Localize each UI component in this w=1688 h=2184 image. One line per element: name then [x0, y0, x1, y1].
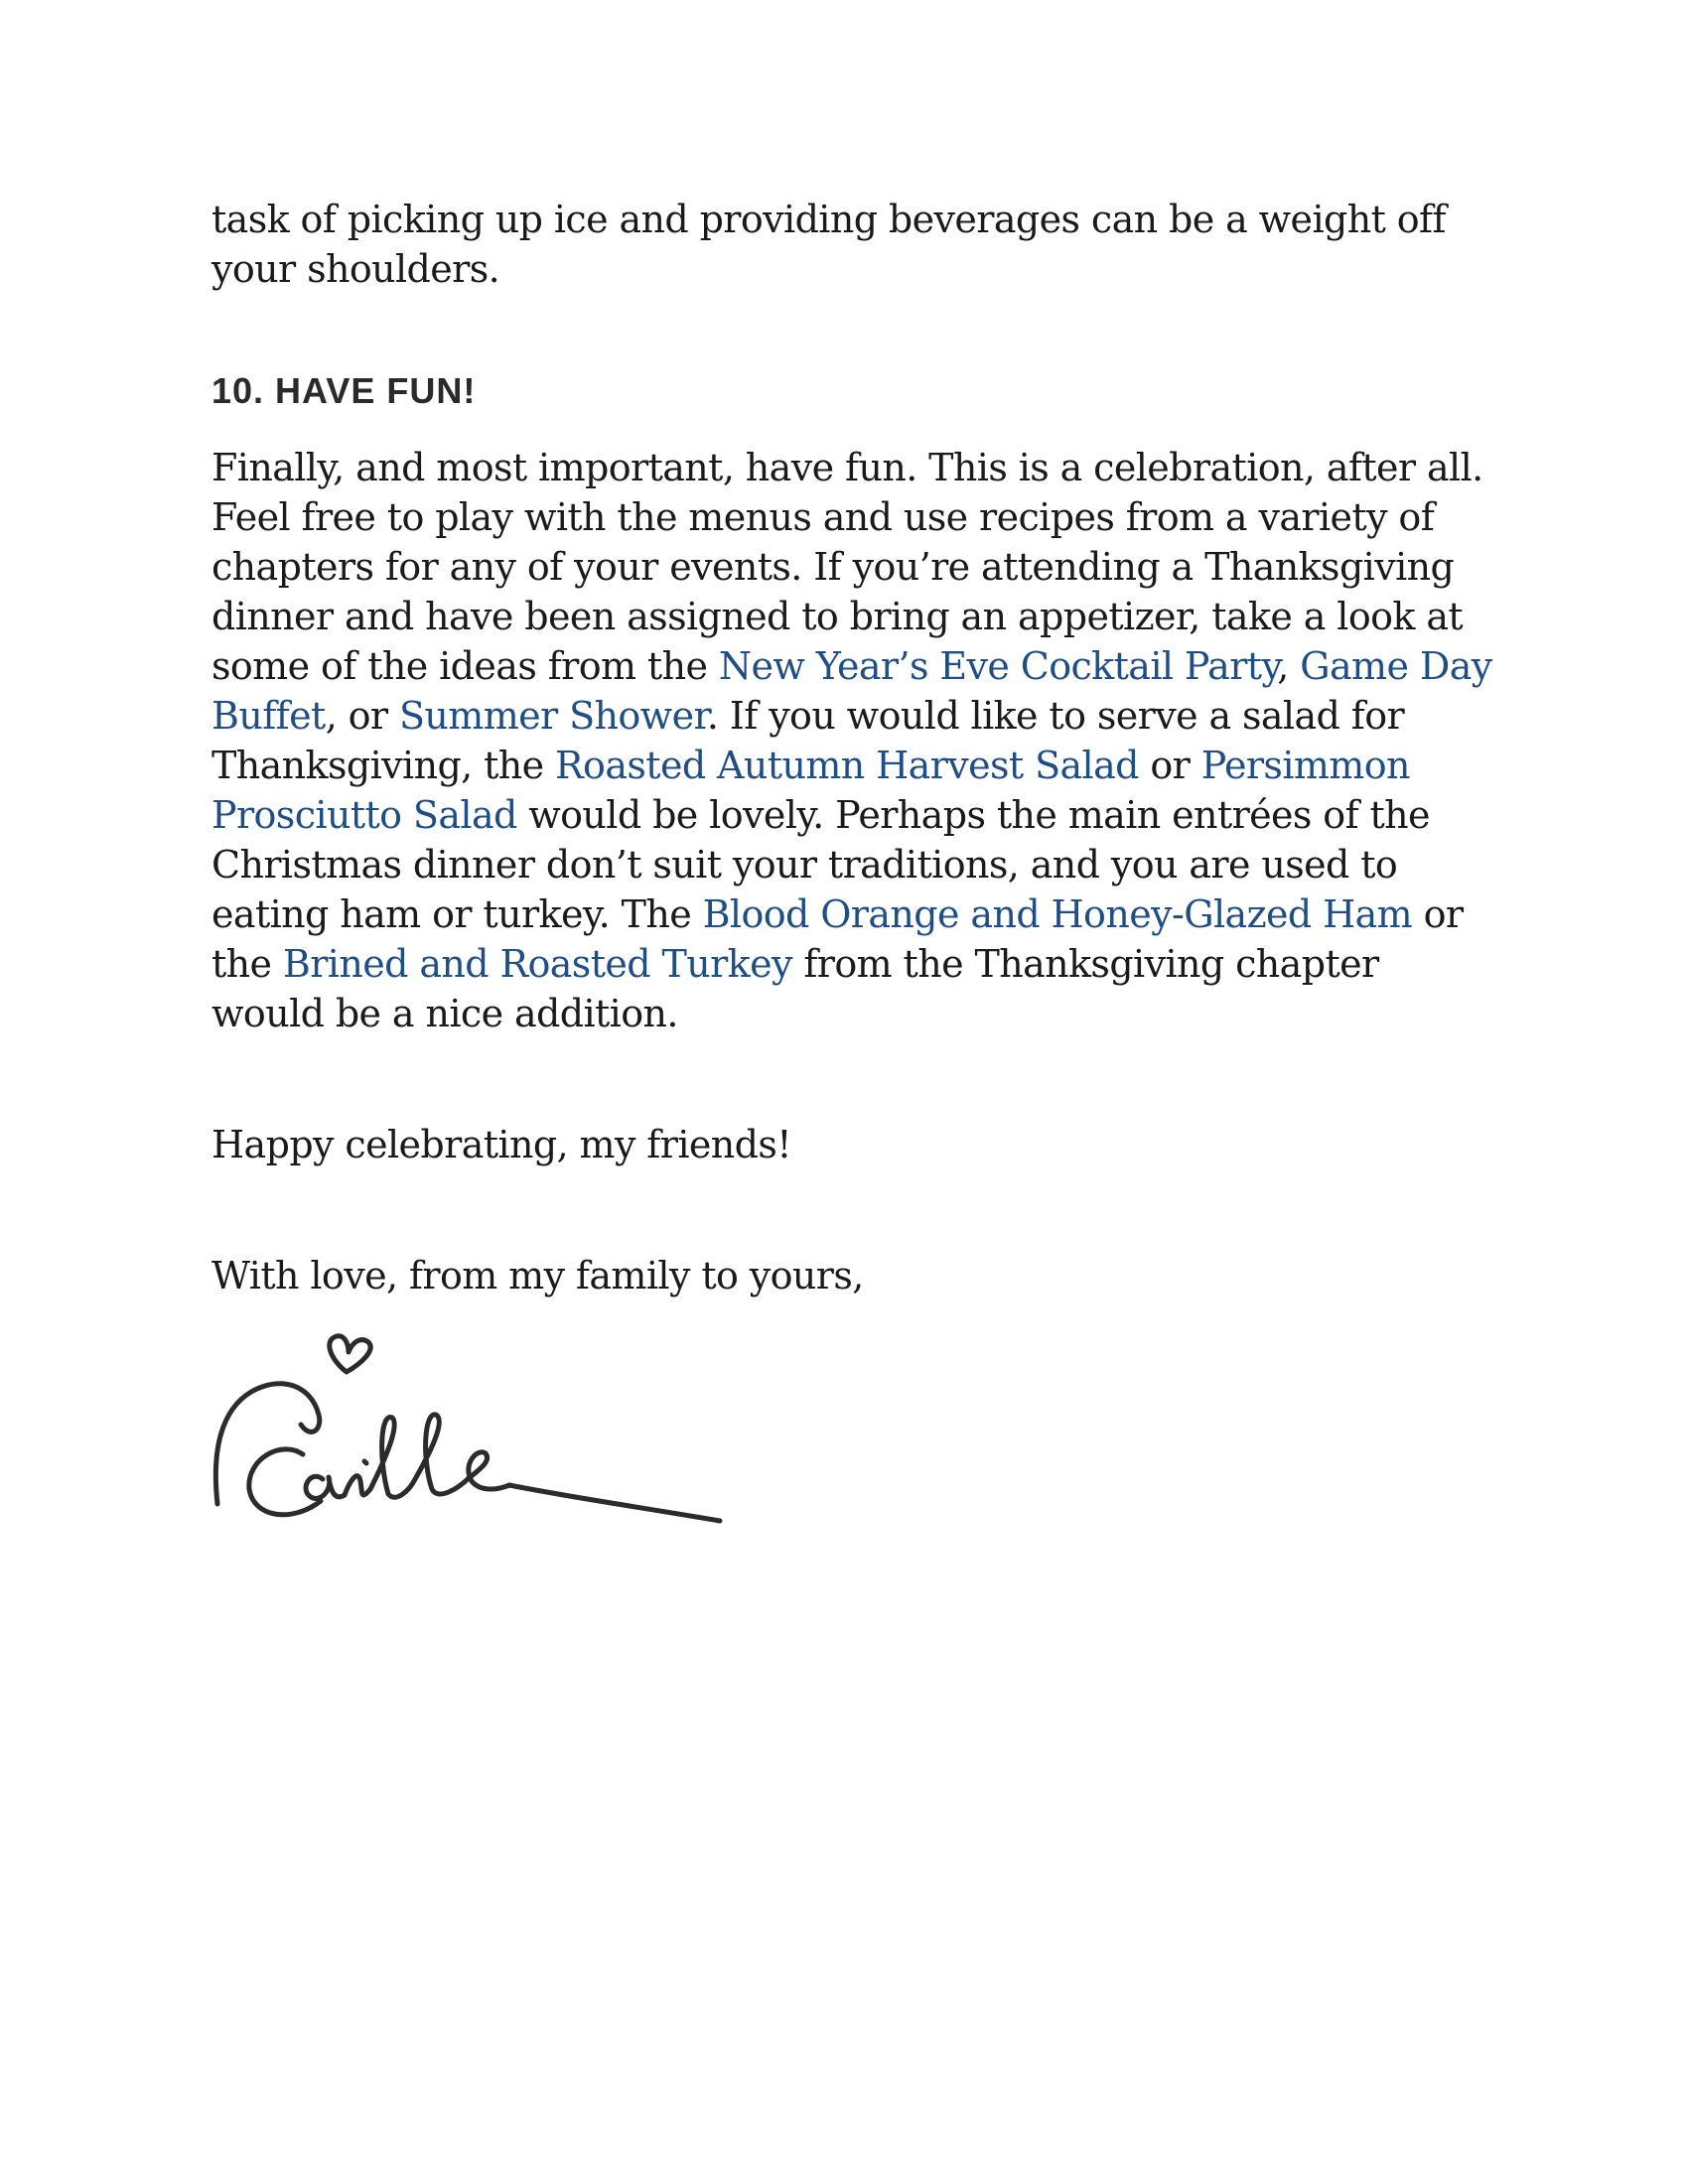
handwritten-signature-icon — [211, 1330, 728, 1539]
link-game-day-buffet[interactable]: Game Day Buffet — [211, 644, 1492, 738]
closing-signoff: With love, from my family to yours, — [211, 1254, 864, 1297]
paragraph-text: . If you would like to serve a salad for Thanksgiving, the — [211, 694, 1405, 787]
paragraph-text: or — [1138, 744, 1201, 787]
section-heading: 10. HAVE FUN! — [211, 370, 477, 411]
link-persimmon-prosciutto-salad[interactable]: Persimmon Prosciutto Salad — [211, 744, 1410, 837]
link-new-years-eve-cocktail-party[interactable]: New Year’s Eve Cocktail Party — [718, 644, 1278, 688]
paragraph-text: Finally, and most important, have fun. This is a celebration, after all. Feel free to play with the menus and use recipes from a variety of chapters for any of your events. If you’re attending a Thanksgiving dinner and have been assigned to bring an appetizer, take a look at some of the ideas from the — [211, 446, 1483, 688]
link-brined-roasted-turkey[interactable]: Brined and Roasted Turkey — [282, 942, 792, 986]
document-page — [211, 195, 1492, 1300]
paragraph-text: or the — [211, 892, 1464, 986]
link-roasted-autumn-harvest-salad[interactable]: Roasted Autumn Harvest Salad — [555, 744, 1139, 787]
paragraph-text: from the Thanksgiving chapter would be a nice addition. — [211, 942, 1379, 1035]
paragraph-text: , or — [325, 694, 399, 738]
closing-greeting: Happy celebrating, my friends! — [211, 1123, 791, 1166]
continuation-paragraph: task of picking up ice and providing beverages can be a weight off your shoulders. — [211, 198, 1446, 291]
link-summer-shower[interactable]: Summer Shower — [398, 694, 707, 738]
paragraph-text: would be lovely. Perhaps the main entrées of the Christmas dinner don’t suit your traditions, and you are used to eating ham or turkey. The — [211, 793, 1430, 936]
paragraph-text: , — [1277, 644, 1301, 688]
have-fun-paragraph — [211, 443, 1492, 1038]
link-blood-orange-honey-glazed-ham[interactable]: Blood Orange and Honey-Glazed Ham — [702, 892, 1413, 936]
